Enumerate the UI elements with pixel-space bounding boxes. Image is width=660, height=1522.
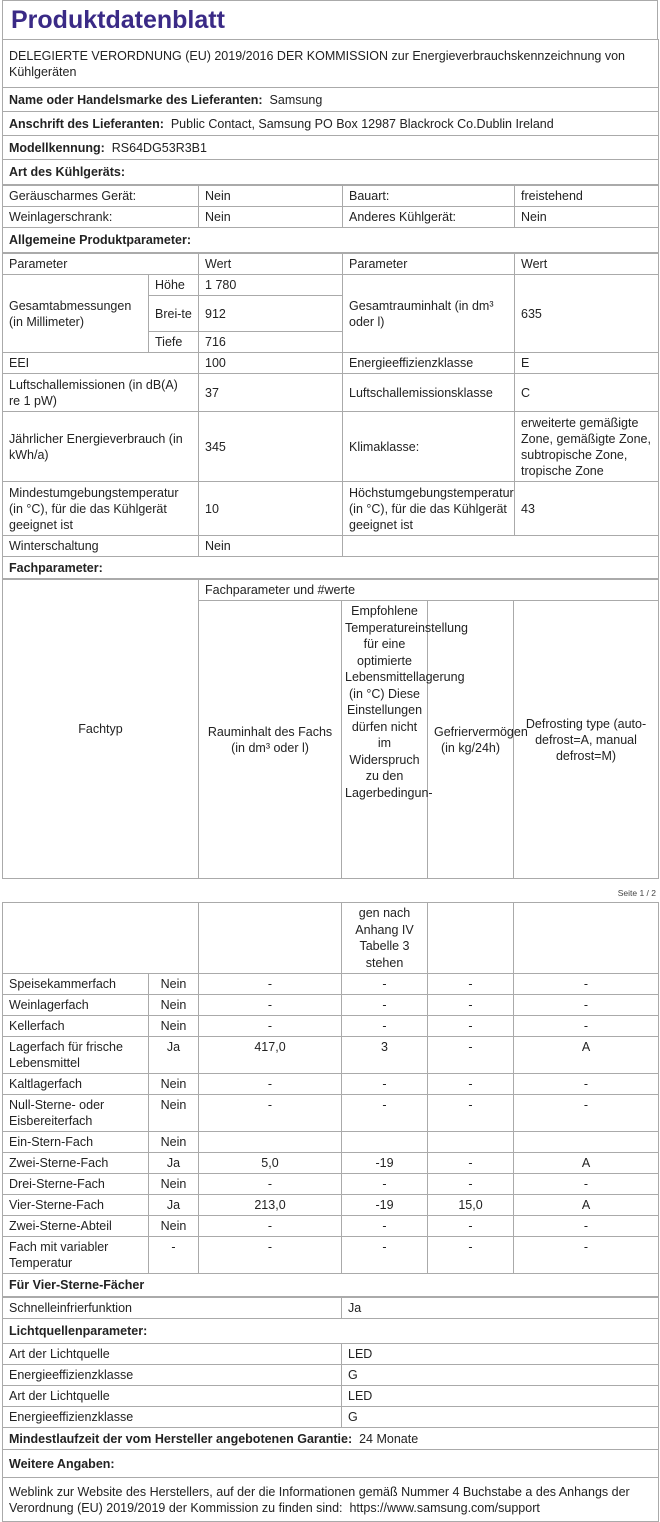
compartment-volume: - xyxy=(199,1216,342,1237)
compartment-temp: - xyxy=(342,995,428,1016)
compartment-defrost: A xyxy=(514,1037,659,1074)
dim-name: Brei-te xyxy=(149,296,199,332)
dimensions-label: Gesamtabmessungen (in Millimeter) xyxy=(3,275,149,353)
compartment-row xyxy=(3,1216,659,1237)
compartment-row xyxy=(3,1016,659,1037)
light-heading: Lichtquellenparameter: xyxy=(3,1319,659,1344)
compartment-name: Zwei-Sterne-Fach xyxy=(3,1153,149,1174)
supplier-name-row xyxy=(3,88,659,112)
param-label: Jährlicher Energieverbrauch (in kWh/a) xyxy=(3,412,199,482)
light-label: Art der Lichtquelle xyxy=(3,1344,342,1365)
supplier-name: Samsung xyxy=(269,92,323,107)
param-label: Mindestumgebungstemperatur (in °C), für die das Kühlgerät geeignet ist xyxy=(3,482,199,536)
compartment-present: Nein xyxy=(149,1074,199,1095)
light-label: Energieeffizienzklasse xyxy=(3,1407,342,1428)
param-value: E xyxy=(515,353,659,374)
compartment-defrost xyxy=(514,1132,659,1153)
supplier-address-label: Anschrift des Lieferanten: xyxy=(9,116,164,131)
compartment-row xyxy=(3,1037,659,1074)
total-volume-label: Gesamtrauminhalt (in dm³ oder l) xyxy=(343,275,515,353)
light-value: G xyxy=(342,1407,659,1428)
compartment-temp: 3 xyxy=(342,1037,428,1074)
model-label: Modellkennung: xyxy=(9,140,105,155)
col-header-param: Parameter xyxy=(343,254,515,275)
compartment-present: Nein xyxy=(149,995,199,1016)
compartment-table xyxy=(2,902,659,1297)
compartment-temp: - xyxy=(342,1216,428,1237)
col-defrost-header: Defrosting type (auto-defrost=A, manual defrost=M) xyxy=(514,601,659,879)
compartment-present: Nein xyxy=(149,1174,199,1195)
compartment-volume: - xyxy=(199,995,342,1016)
compartment-freeze: - xyxy=(428,1016,514,1037)
header-table xyxy=(2,39,659,185)
type-label: Geräuscharmes Gerät: xyxy=(3,186,199,207)
compartment-name: Kellerfach xyxy=(3,1016,149,1037)
type-value: Nein xyxy=(199,186,343,207)
type-value: freistehend xyxy=(515,186,659,207)
compartment-volume: - xyxy=(199,1016,342,1037)
light-value: LED xyxy=(342,1344,659,1365)
col-header-param: Parameter xyxy=(3,254,199,275)
col-volume-header: Rauminhalt des Fachs (in dm³ oder l) xyxy=(199,601,342,879)
param-label: Höchstumgebungstemperatur (in °C), für die das Kühlgerät geeignet ist xyxy=(343,482,515,536)
compartment-present: Ja xyxy=(149,1153,199,1174)
compartment-temp: -19 xyxy=(342,1153,428,1174)
compartment-freeze xyxy=(428,1132,514,1153)
col-temp-header: Empfohlene Temperatureinstellung für eine optimierte Lebensmittellagerung (in °C) Diese Einstellungen dürfen nicht im Widerspruch zu den Lagerbedingun- xyxy=(342,601,428,879)
compartment-row xyxy=(3,1095,659,1132)
param-value: 37 xyxy=(199,374,343,412)
compartment-present: Ja xyxy=(149,1195,199,1216)
four-star-heading: Für Vier-Sterne-Fächer xyxy=(3,1274,659,1297)
type-table xyxy=(2,185,659,253)
compartment-row xyxy=(3,1237,659,1274)
compartment-freeze: - xyxy=(428,1095,514,1132)
light-value: LED xyxy=(342,1386,659,1407)
product-data-sheet xyxy=(2,0,658,1522)
compartment-volume: - xyxy=(199,1074,342,1095)
compartment-freeze: - xyxy=(428,974,514,995)
general-params-table xyxy=(2,253,659,579)
bottom-table xyxy=(2,1297,659,1522)
compartment-name: Drei-Sterne-Fach xyxy=(3,1174,149,1195)
compartment-defrost: - xyxy=(514,1216,659,1237)
param-value: C xyxy=(515,374,659,412)
compartment-present: Nein xyxy=(149,1216,199,1237)
compartment-freeze: - xyxy=(428,1237,514,1274)
compartment-defrost: - xyxy=(514,1016,659,1037)
supplier-address-row xyxy=(3,112,659,136)
compartment-defrost: - xyxy=(514,1174,659,1195)
compartment-temp: - xyxy=(342,1016,428,1037)
compartment-name: Kaltlagerfach xyxy=(3,1074,149,1095)
compartment-temp xyxy=(342,1132,428,1153)
dim-name: Höhe xyxy=(149,275,199,296)
compartment-present: Nein xyxy=(149,974,199,995)
winter-value: Nein xyxy=(199,536,343,557)
compartment-name: Speisekammerfach xyxy=(3,974,149,995)
compartment-row xyxy=(3,995,659,1016)
compartment-defrost: A xyxy=(514,1153,659,1174)
light-label: Art der Lichtquelle xyxy=(3,1386,342,1407)
compartment-row xyxy=(3,1153,659,1174)
light-value: G xyxy=(342,1365,659,1386)
compartment-temp: - xyxy=(342,1237,428,1274)
type-heading: Art des Kühlgeräts: xyxy=(3,160,659,185)
supplier-address: Public Contact, Samsung PO Box 12987 Blackrock Co.Dublin Ireland xyxy=(170,116,554,131)
compartment-name: Fach mit variabler Temperatur xyxy=(3,1237,149,1274)
param-label: Luftschallemissionsklasse xyxy=(343,374,515,412)
compartment-temp: - xyxy=(342,974,428,995)
compartment-present: Nein xyxy=(149,1016,199,1037)
compartment-row xyxy=(3,974,659,995)
compartment-present: Ja xyxy=(149,1037,199,1074)
compartment-freeze: - xyxy=(428,1074,514,1095)
compartment-volume: - xyxy=(199,1095,342,1132)
param-label: EEI xyxy=(3,353,199,374)
page-break xyxy=(2,879,658,902)
compartment-name: Ein-Stern-Fach xyxy=(3,1132,149,1153)
general-heading: Allgemeine Produktparameter: xyxy=(3,228,659,253)
dim-value: 912 xyxy=(199,296,343,332)
compartment-rows xyxy=(3,974,659,1274)
winter-label: Winterschaltung xyxy=(3,536,199,557)
compartment-name: Vier-Sterne-Fach xyxy=(3,1195,149,1216)
fachparam-header: Fachparameter und #werte xyxy=(199,580,659,601)
param-label: Klimaklasse: xyxy=(343,412,515,482)
compartment-freeze: - xyxy=(428,1153,514,1174)
compartment-name: Null-Sterne- oder Eisbereiterfach xyxy=(3,1095,149,1132)
compartment-name: Weinlagerfach xyxy=(3,995,149,1016)
param-label: Energieeffizienzklasse xyxy=(343,353,515,374)
compartment-freeze: 15,0 xyxy=(428,1195,514,1216)
model-id: RS64DG53R3B1 xyxy=(111,140,207,155)
compartment-freeze: - xyxy=(428,995,514,1016)
compartment-defrost: - xyxy=(514,974,659,995)
type-label: Bauart: xyxy=(343,186,515,207)
compartment-heading: Fachparameter: xyxy=(3,557,659,579)
warranty-value: 24 Monate xyxy=(359,1431,419,1446)
param-value: 100 xyxy=(199,353,343,374)
compartment-temp: - xyxy=(342,1095,428,1132)
more-heading: Weitere Angaben: xyxy=(3,1450,659,1478)
compartment-freeze: - xyxy=(428,1216,514,1237)
type-value: Nein xyxy=(515,207,659,228)
type-label: Anderes Kühlgerät: xyxy=(343,207,515,228)
col-freeze-header: Gefriervermögen (in kg/24h) xyxy=(428,601,514,879)
compartment-volume: - xyxy=(199,1174,342,1195)
compartment-freeze: - xyxy=(428,1174,514,1195)
compartment-defrost: - xyxy=(514,995,659,1016)
compartment-row xyxy=(3,1174,659,1195)
type-label: Weinlagerschrank: xyxy=(3,207,199,228)
compartment-volume: - xyxy=(199,974,342,995)
compartment-temp: -19 xyxy=(342,1195,428,1216)
total-volume-value: 635 xyxy=(515,275,659,353)
model-row xyxy=(3,136,659,160)
compartment-volume: - xyxy=(199,1237,342,1274)
compartment-defrost: - xyxy=(514,1074,659,1095)
compartment-row xyxy=(3,1132,659,1153)
weblink-text: Weblink zur Website des Herstellers, auf der die Informationen gemäß Nummer 4 Buchstabe a des Anhangs der Verordnung (EU) 2019/2019 der Kommission zu finden sind: xyxy=(9,1484,630,1515)
compartment-present: Nein xyxy=(149,1132,199,1153)
col-temp-header-cont: gen nach Anhang IV Tabelle 3 stehen xyxy=(342,903,428,974)
compartment-freeze: - xyxy=(428,1037,514,1074)
supplier-name-label: Name oder Handelsmarke des Lieferanten: xyxy=(9,92,263,107)
compartment-volume xyxy=(199,1132,342,1153)
compartment-volume: 417,0 xyxy=(199,1037,342,1074)
compartment-defrost: - xyxy=(514,1095,659,1132)
climate-class-value: erweiterte gemäßigte Zone, gemäßigte Zone, subtropische Zone, tropische Zone xyxy=(515,412,659,482)
compartment-row xyxy=(3,1195,659,1216)
compartment-volume: 213,0 xyxy=(199,1195,342,1216)
fachtyp-label: Fachtyp xyxy=(3,580,199,879)
compartment-row xyxy=(3,1074,659,1095)
dim-value: 716 xyxy=(199,332,343,353)
col-header-value: Wert xyxy=(515,254,659,275)
compartment-temp: - xyxy=(342,1174,428,1195)
compartment-header-table xyxy=(2,579,659,879)
page-number: Seite 1 / 2 xyxy=(617,888,656,898)
compartment-defrost: - xyxy=(514,1237,659,1274)
warranty-label: Mindestlaufzeit der vom Hersteller angebotenen Garantie: xyxy=(9,1431,353,1446)
col-header-value: Wert xyxy=(199,254,343,275)
compartment-name: Lagerfach für frische Lebensmittel xyxy=(3,1037,149,1074)
quick-freeze-value: Ja xyxy=(342,1298,659,1319)
param-value: 345 xyxy=(199,412,343,482)
dim-value: 1 780 xyxy=(199,275,343,296)
compartment-present: Nein xyxy=(149,1095,199,1132)
compartment-defrost: A xyxy=(514,1195,659,1216)
compartment-name: Zwei-Sterne-Abteil xyxy=(3,1216,149,1237)
dim-name: Tiefe xyxy=(149,332,199,353)
param-label: Luftschallemissionen (in dB(A) re 1 pW) xyxy=(3,374,199,412)
compartment-volume: 5,0 xyxy=(199,1153,342,1174)
page-title: Produktdatenblatt xyxy=(2,0,658,39)
compartment-present: - xyxy=(149,1237,199,1274)
compartment-temp: - xyxy=(342,1074,428,1095)
quick-freeze-label: Schnelleinfrierfunktion xyxy=(3,1298,342,1319)
type-value: Nein xyxy=(199,207,343,228)
param-value: 10 xyxy=(199,482,343,536)
regulation-text: DELEGIERTE VERORDNUNG (EU) 2019/2016 DER KOMMISSION zur Energieverbrauchskennzeichnung von Kühlgeräten xyxy=(3,40,659,88)
light-label: Energieeffizienzklasse xyxy=(3,1365,342,1386)
warranty-row xyxy=(3,1428,659,1450)
param-value: 43 xyxy=(515,482,659,536)
weblink-url[interactable]: https://www.samsung.com/support xyxy=(349,1500,540,1515)
